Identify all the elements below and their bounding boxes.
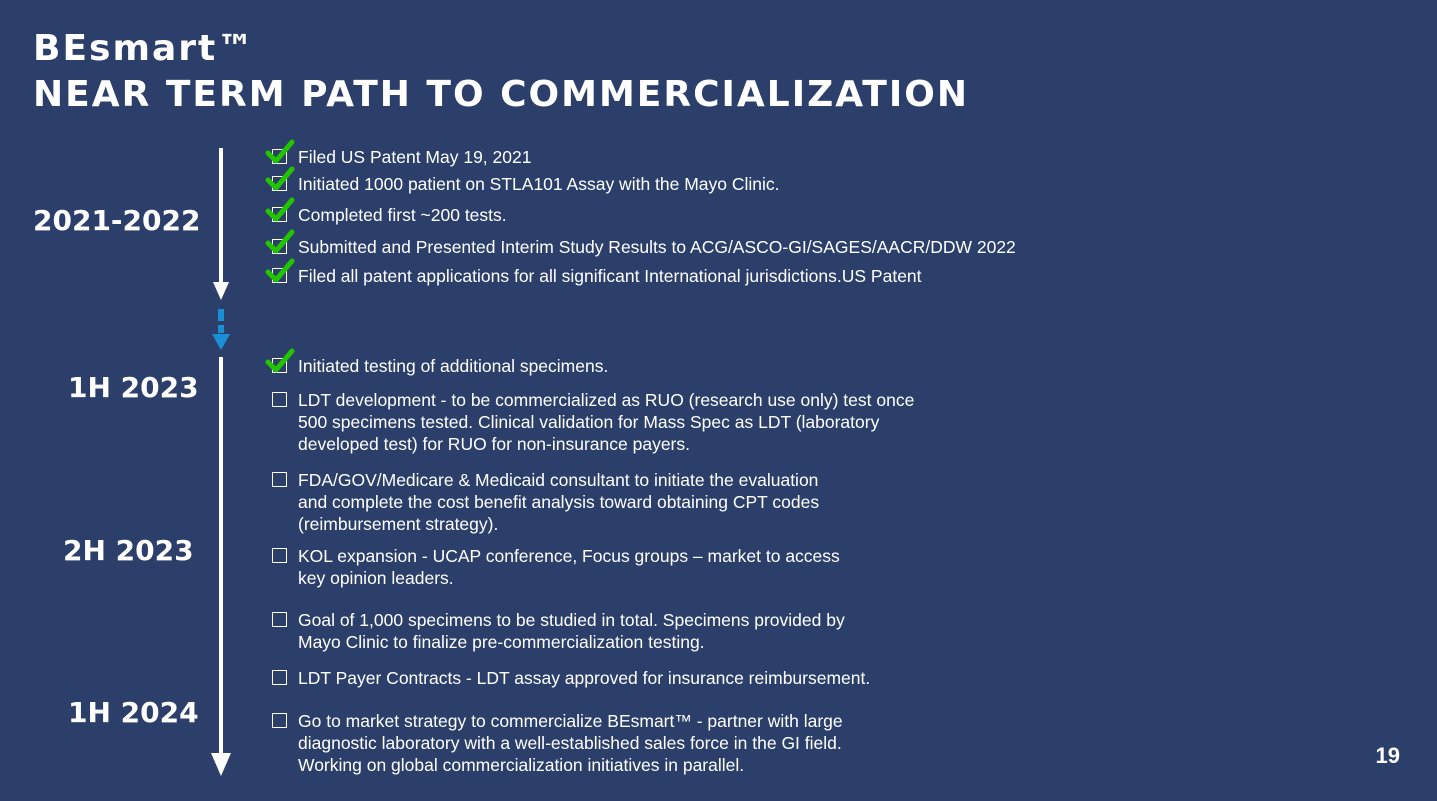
milestone-text: LDT development - to be commercialized as RUO (research use only) test once 500 specimens tested. Clinical validation for Mass Spec as LDT (laboratory developed test) for RUO for non-insurance payers. bbox=[298, 390, 915, 454]
milestone-item bbox=[272, 265, 922, 287]
checkbox-icon bbox=[272, 713, 287, 728]
checkbox-icon bbox=[272, 176, 287, 191]
period-label: 2H 2023 bbox=[63, 534, 194, 567]
checkbox-icon bbox=[272, 239, 287, 254]
checkbox-icon bbox=[272, 149, 287, 164]
page-number: 19 bbox=[1375, 743, 1400, 768]
checkmark-icon bbox=[265, 258, 295, 284]
milestone-item bbox=[272, 545, 840, 589]
checkmark-icon bbox=[265, 166, 295, 192]
milestone-text: Go to market strategy to commercialize BEsmart™ - partner with large diagnostic laboratory with a well-established sales force in the GI field. Working on global commercialization initiatives in parallel. bbox=[298, 711, 843, 775]
checkbox-icon bbox=[272, 612, 287, 627]
milestone-item bbox=[272, 469, 819, 535]
milestone-text: LDT Payer Contracts - LDT assay approved for insurance reimbursement. bbox=[298, 668, 871, 688]
checkbox-icon bbox=[272, 392, 287, 407]
milestone-item bbox=[272, 389, 914, 455]
milestone-text: Submitted and Presented Interim Study Results to ACG/ASCO-GI/SAGES/AACR/DDW 2022 bbox=[298, 237, 1016, 257]
dashed-arrow-down-icon bbox=[212, 309, 230, 350]
checkbox-icon bbox=[272, 358, 287, 373]
milestone-item bbox=[272, 204, 507, 226]
period-label: 1H 2023 bbox=[68, 371, 199, 404]
milestone-text: Initiated 1000 patient on STLA101 Assay with the Mayo Clinic. bbox=[298, 174, 780, 194]
checkmark-icon bbox=[265, 348, 295, 374]
checkbox-icon bbox=[272, 670, 287, 685]
checkmark-icon bbox=[265, 229, 295, 255]
milestone-item bbox=[272, 173, 780, 195]
checkbox-icon bbox=[272, 548, 287, 563]
period-label: 1H 2024 bbox=[68, 696, 199, 729]
checkbox-icon bbox=[272, 268, 287, 283]
milestone-text: KOL expansion - UCAP conference, Focus groups – market to access key opinion leaders. bbox=[298, 546, 840, 588]
checkmark-icon bbox=[265, 139, 295, 165]
milestone-item bbox=[272, 710, 843, 776]
milestone-item bbox=[272, 236, 1016, 258]
milestone-text: Filed all patent applications for all significant International jurisdictions.US Patent bbox=[298, 266, 922, 286]
milestone-text: Goal of 1,000 specimens to be studied in total. Specimens provided by Mayo Clinic to finalize pre-commercialization testing. bbox=[298, 610, 845, 652]
milestone-item bbox=[272, 146, 531, 168]
checkbox-icon bbox=[272, 207, 287, 222]
title-line-1: BEsmart™ bbox=[33, 28, 256, 69]
milestone-item bbox=[272, 667, 870, 689]
milestone-text: Filed US Patent May 19, 2021 bbox=[298, 147, 532, 167]
milestone-text: Initiated testing of additional specimens. bbox=[298, 356, 609, 376]
checkbox-icon bbox=[272, 472, 287, 487]
arrow-down-icon bbox=[213, 148, 229, 300]
period-label: 2021-2022 bbox=[33, 204, 201, 237]
milestone-item bbox=[272, 609, 845, 653]
milestone-text: FDA/GOV/Medicare & Medicaid consultant to initiate the evaluation and complete the cost benefit analysis toward obtaining CPT codes (reimbursement strategy). bbox=[298, 470, 820, 534]
title-line-2: NEAR TERM PATH TO COMMERCIALIZATION bbox=[33, 74, 969, 115]
milestone-text: Completed first ~200 tests. bbox=[298, 205, 507, 225]
checkmark-icon bbox=[265, 197, 295, 223]
arrow-down-icon bbox=[211, 357, 231, 776]
milestone-item bbox=[272, 355, 608, 377]
